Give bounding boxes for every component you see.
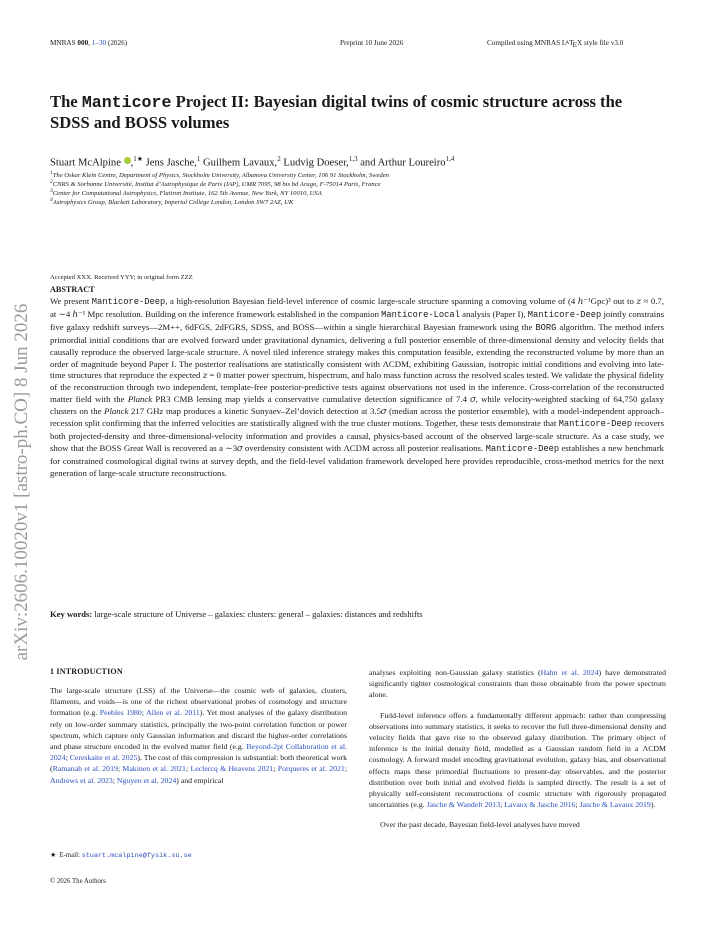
affiliation: $^2$CNRS & Sorbonne Université, Institut d’Astrophysique de Paris (IAP), UMR 7095, 98 bis bd Arago, F-75014 Paris, France	[50, 179, 381, 189]
citation-link[interactable]: Peebles 1980	[99, 708, 142, 718]
paper-title: The Manticore Project II: Bayesian digital twins of cosmic structure across the SDSS and BOSS volumes	[50, 92, 623, 132]
copyright: © 2026 The Authors	[50, 878, 106, 885]
author-name: Jens Jasche	[145, 157, 195, 169]
citation-link[interactable]: Lavaux & Jasche 2016	[504, 800, 576, 810]
email-footnote: ★ E-mail: stuart.mcalpine@fysik.su.se	[50, 852, 192, 860]
abstract-body: We present Manticore-Deep, a high-resolution Bayesian field-level inference of cosmic large-scale structure spanning a comoving volume of (4 ℎ⁻¹Gpc)³ out to 𝑧 ≈ 0.7, at ∼4 ℎ⁻¹ Mpc resolution. Building on the inference framework established in the companion Manticore-Local analysis (Paper I), Manticore-Deep jointly constrains five galaxy redshift surveys—2M++, 6dFGS, 2dFGRS, SDSS, and BOSS—within a single hierarchical Bayesian framework using the BORG algorithm. The method infers primordial initial conditions that are evolved forward under gravitational dynamics, delivering a full posterior ensemble of three-dimensional density and velocity fields that causally reproduce the observed large-scale structure. A novel tiled inference strategy makes this computation feasible, extending the reconstructed volume by more than an order of magnitude beyond Paper I. The posterior realisations are statistically consistent with ΛCDM, exhibiting Gaussian, isotropic initial conditions and evolving into late-time structures that reproduce the expected 𝑧 = 0 matter power spectrum, bispectrum, and halo mass function across the resolved scales tested. We validate the physical fidelity of the reconstruction through two independent, template-free posterior-predictive tests against observations not used in the inference. Cross-correlation of the reconstructed matter field with the Planck PR3 CMB lensing map yields a conservative cumulative detection significance of 7.4 𝜎, while velocity-weighted stacking of 64,750 galaxy clusters on the Planck 217 GHz map produces a kinetic Sunyaev–Zel’dovich detection at 3.5𝜎 (median across the posterior ensemble), with a model-independent approach–recession split confirming that the inferred velocities are statistically aligned with the true cluster motions. Together, these tests demonstrate that Manticore-Deep recovers both projected-density and three-dimensional-velocity information and provides a causal, physics-based account of the observed large-scale structure. As a case study, we show that the BOSS Great Wall is recovered as a ∼3𝜎 overdensity consistent with ΛCDM across all posterior realisations. Manticore-Deep establishes a new benchmark for constrained cosmological digital twins at survey depth, and the field-level validation framework developed here provides reproducible, cross-method metrics for the next generation of large-scale structure reconstructions.	[50, 296, 665, 478]
citation-link[interactable]: Nguyen et al. 2024	[116, 775, 177, 785]
affiliation: $^1$The Oskar Klein Centre, Department of Physics, Stockholm University, Albanova University Center, 106 91 Stockholm, Sweden	[50, 170, 389, 180]
author-name: Ludvig Doeser	[283, 157, 347, 169]
citation-link[interactable]: Porqueres et al. 2021	[277, 764, 345, 774]
preprint-date: Preprint 10 June 2026	[340, 39, 404, 47]
affiliation: $^4$Astrophysics Group, Blackett Laboratory, Imperial College London, London SW7 2AZ, UK	[50, 197, 294, 207]
citation-link[interactable]: Leclercq & Heavens 2021	[190, 764, 274, 774]
citation-link[interactable]: Ramanah et al. 2019	[52, 764, 118, 774]
author-name: Arthur Loureiro	[377, 157, 446, 169]
abstract-heading: ABSTRACT	[50, 285, 95, 294]
citation-link[interactable]: Makinen et al. 2021	[122, 764, 186, 774]
citation-link[interactable]: Cereskaite et al. 2025	[69, 753, 138, 763]
intro-right-column: analyses exploiting non-Gaussian galaxy statistics (Hahn et al. 2024) have demonstrated significantly tighter cosmological constraints than those obtainable from the power spectrum alone. Field-level inference offers a fundamentally different approach: rather than compressing observations into summary statistics, it seeks to recover the full three-dimensional density and velocity fields that gave rise to the observed galaxy distribution. The primary object of inference is the initial density field, modelled as a Gaussian random field in a ΛCDM cosmology. A forward model encoding gravitational evolution, galaxy bias, and observational effects maps these primordial fluctuations to present-day observables, and the posterior distribution over both initial and evolved fields is sampled directly. The result is a set of physically self-consistent reconstructions of cosmic structure with rigorously propagated uncertainties (e.g. Jasche & Wandelt 2013; Lavaux & Jasche 2016; Jasche & Lavaux 2019). Over the past decade, Bayesian field-level analyses have moved	[369, 668, 666, 830]
citation-link[interactable]: Jasche & Wandelt 2013	[426, 800, 501, 810]
pages-link[interactable]: 1–30	[91, 39, 107, 47]
accepted-line: Accepted XXX. Received YYY; in original form ZZZ	[50, 274, 193, 281]
author-list: Stuart McAlpine ,$^{1★}$ Jens Jasche,$^1$ Guilhem Lavaux,$^2$ Ludvig Doeser,$^{1,3}$ and Arthur Loureiro$^{1,4}$	[50, 155, 455, 169]
keywords: Key words: large-scale structure of Universe – galaxies: clusters: general – galaxies: distances and redshifts	[50, 609, 423, 619]
author-name: Guilhem Lavaux	[203, 157, 275, 169]
citation-link[interactable]: Hahn et al. 2024	[540, 668, 599, 677]
running-header-journal: MNRAS 000, 1–30 (2026)	[50, 39, 128, 47]
citation-link[interactable]: Andrews et al. 2023	[50, 775, 113, 785]
orcid-icon[interactable]	[124, 157, 131, 164]
compiled-note: Compiled using MNRAS $L^ATEX$ style file v3.0	[487, 39, 624, 49]
email-link[interactable]: stuart.mcalpine@fysik.su.se	[81, 852, 192, 860]
intro-left-column: The large-scale structure (LSS) of the Universe—the cosmic web of galaxies, clusters, filaments, and voids—is one of the richest observational probes of cosmology and structure formation (e.g. Peebles 1980; Allen et al. 2011). Yet most analyses of the galaxy distribution rely on low-order summary statistics, principally the two-point correlation function or power spectrum, which capture only Gaussian information and discard the higher-order correlations and phase structure encoded in the evolved matter field (e.g. Beyond-2pt Collaboration et al. 2024; Cereskaite et al. 2025). The cost of this compression is substantial: both theoretical work (Ramanah et al. 2019; Makinen et al. 2021; Leclercq & Heavens 2021; Porqueres et al. 2021; Andrews et al. 2023; Nguyen et al. 2024) and empirical	[50, 686, 348, 785]
section-heading-introduction: 1 INTRODUCTION	[50, 667, 123, 676]
author-name: Stuart McAlpine	[50, 157, 121, 169]
citation-link[interactable]: Jasche & Lavaux 2019	[579, 800, 651, 810]
affiliation: $^3$Center for Computational Astrophysics, Flatiron Institute, 162 5th Avenue, New York, NY 10010, USA	[50, 188, 322, 198]
citation-link[interactable]: Beyond-2pt Collaboration et al. 2024	[50, 742, 347, 763]
citation-link[interactable]: Allen et al. 2011	[146, 708, 200, 718]
